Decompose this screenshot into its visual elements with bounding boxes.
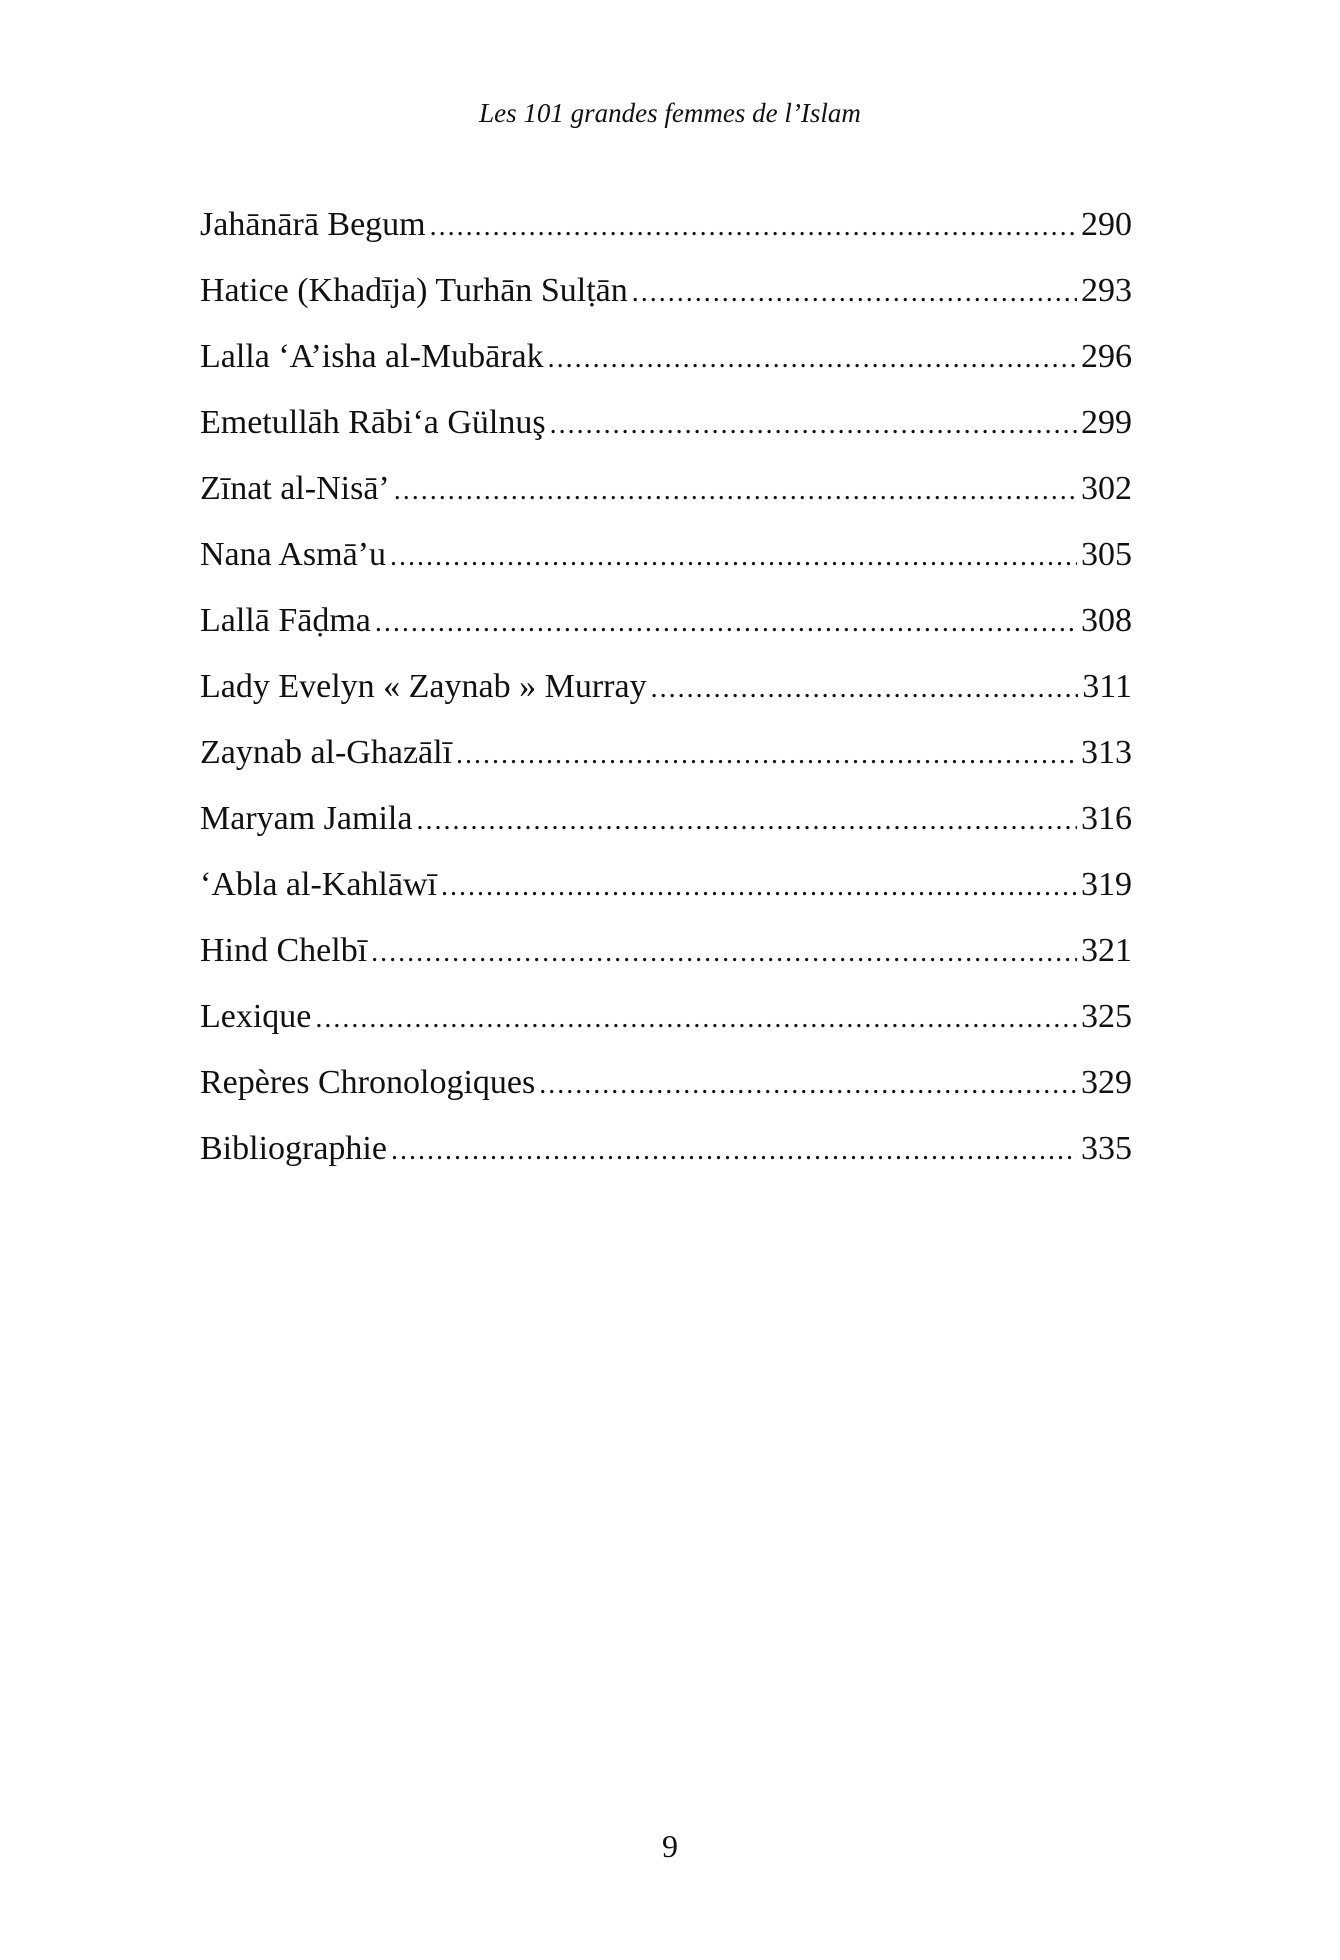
toc-entry[interactable] [200, 790, 1132, 856]
dot-leader [391, 1122, 1077, 1180]
toc-entry-page: 299 [1081, 404, 1132, 441]
toc-entry[interactable] [200, 658, 1132, 724]
toc-entry-title: Hind Chelbī [200, 932, 368, 969]
toc-entry-title: Zīnat al-Nisā’ [200, 470, 390, 507]
toc-entry-page: 321 [1081, 932, 1132, 969]
toc-entry-page: 308 [1081, 602, 1132, 639]
toc-entry-page: 325 [1081, 998, 1132, 1035]
toc-entry-page: 319 [1081, 866, 1132, 903]
toc-entry-page: 329 [1081, 1064, 1132, 1101]
toc-entry-title: Lallā Fāḍma [200, 602, 371, 639]
dot-leader [539, 1056, 1077, 1114]
toc-entry-title: Lexique [200, 998, 312, 1035]
dot-leader [394, 462, 1077, 520]
toc-entry-title: Emetullāh Rābi‘a Gülnuş [200, 404, 546, 441]
dot-leader [456, 726, 1077, 784]
toc-entry-page: 293 [1081, 272, 1132, 309]
toc-entry-page: 296 [1081, 338, 1132, 375]
toc-entry-page: 313 [1081, 734, 1132, 771]
dot-leader [632, 264, 1077, 322]
toc-entry-title: Hatice (Khadīja) Turhān Sulṭān [200, 272, 628, 309]
toc-entry-title: Bibliographie [200, 1130, 387, 1167]
toc-entry[interactable] [200, 922, 1132, 988]
table-of-contents [200, 196, 1132, 1186]
dot-leader [651, 660, 1079, 718]
toc-entry[interactable] [200, 460, 1132, 526]
toc-entry-title: Jahānārā Begum [200, 206, 426, 243]
toc-entry-page: 335 [1081, 1130, 1132, 1167]
dot-leader [416, 792, 1077, 850]
toc-entry-page: 302 [1081, 470, 1132, 507]
dot-leader [550, 396, 1077, 454]
toc-entry[interactable] [200, 856, 1132, 922]
toc-entry[interactable] [200, 988, 1132, 1054]
toc-entry-title: Maryam Jamila [200, 800, 413, 837]
toc-entry[interactable] [200, 196, 1132, 262]
dot-leader [548, 330, 1077, 388]
toc-entry[interactable] [200, 1120, 1132, 1186]
toc-entry[interactable] [200, 262, 1132, 328]
toc-entry[interactable] [200, 394, 1132, 460]
toc-entry-title: Lady Evelyn « Zaynab » Murray [200, 668, 647, 705]
toc-entry[interactable] [200, 1054, 1132, 1120]
toc-entry-title: Repères Chronologiques [200, 1064, 536, 1101]
running-head: Les 101 grandes femmes de l’Islam [479, 98, 861, 128]
dot-leader [390, 528, 1077, 586]
dot-leader [315, 990, 1077, 1048]
dot-leader [430, 198, 1077, 256]
toc-entry-title: Zaynab al-Ghazālī [200, 734, 453, 771]
dot-leader [375, 594, 1077, 652]
toc-entry-title: Nana Asmā’u [200, 536, 387, 573]
toc-entry[interactable] [200, 724, 1132, 790]
dot-leader [441, 858, 1077, 916]
toc-entry[interactable] [200, 592, 1132, 658]
toc-entry[interactable] [200, 526, 1132, 592]
page-number: 9 [662, 1828, 678, 1864]
toc-entry-page: 311 [1082, 668, 1132, 705]
toc-entry-title: Lalla ‘A’isha al-Mubārak [200, 338, 544, 375]
dot-leader [371, 924, 1077, 982]
toc-entry-page: 290 [1081, 206, 1132, 243]
toc-entry[interactable] [200, 328, 1132, 394]
toc-entry-page: 305 [1081, 536, 1132, 573]
toc-entry-page: 316 [1081, 800, 1132, 837]
toc-entry-title: ‘Abla al-Kahlāwī [200, 866, 437, 903]
